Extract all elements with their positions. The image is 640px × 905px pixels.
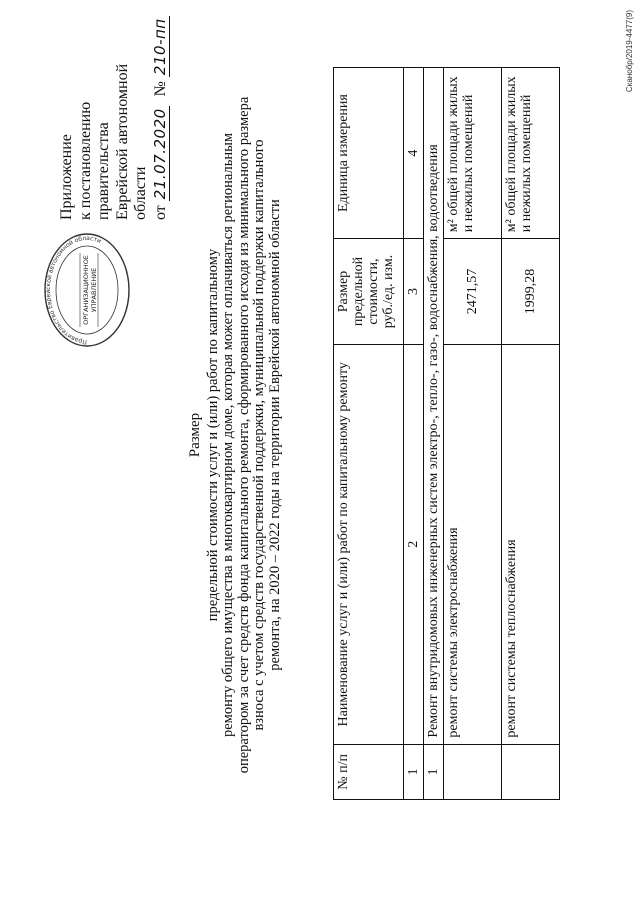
header-num: № п/п — [334, 744, 404, 799]
table-header-row — [334, 68, 404, 800]
appendix-line-5: области — [132, 166, 149, 220]
index-3: 3 — [404, 239, 424, 345]
date-value: 21.07.2020 — [150, 108, 169, 200]
section-num: 1 — [424, 744, 444, 799]
footer-scan-code: Сканобр/2019-4477(9) — [625, 10, 634, 93]
table-row — [502, 68, 560, 800]
row-unit: м² общей площади жилых и нежилых помещений — [444, 68, 502, 239]
section-title: Ремонт внутридомовых инженерных систем электро-, тепло-, газо-, водоснабжения, водоотведения — [424, 68, 444, 745]
row-num — [444, 744, 502, 799]
table-index-row — [404, 68, 424, 800]
title-line-3: оператором за счет средств фонда капитального ремонта, сформированного исходя из минимального размера — [235, 96, 252, 774]
row-name: ремонт системы электроснабжения — [444, 344, 502, 744]
header-value: Размер предельной стоимости, руб./ед. изм. — [334, 239, 404, 345]
row-name: ремонт системы теплоснабжения — [502, 344, 560, 744]
appendix-block — [58, 5, 170, 220]
seal-center-line-2: УПРАВЛЕНИЕ — [90, 267, 98, 313]
seal-ring-text: Правительство Еврейской автономной области — [44, 234, 103, 346]
title-line-2: ремонту общего имущества в многоквартирном доме, которая может оплачиваться региональным — [220, 132, 237, 738]
cost-table — [333, 67, 560, 800]
seal-center-line-1: ОРГАНИЗАЦИОННОЕ — [82, 255, 90, 325]
header-name: Наименование услуг и (или) работ по капитальному ремонту — [334, 344, 404, 744]
number-label: № — [151, 81, 169, 97]
official-seal-stamp — [40, 222, 135, 352]
index-2: 2 — [404, 344, 424, 744]
table-row — [444, 68, 502, 800]
appendix-date-row — [151, 5, 171, 220]
title-line-4: взноса с учетом средств государственной поддержки, муниципальной поддержки капитального — [251, 139, 268, 731]
date-prefix: от — [151, 205, 169, 220]
index-4: 4 — [404, 68, 424, 239]
row-value: 2471,57 — [444, 239, 502, 345]
title-line-5: ремонта, на 2020 – 2022 годы на территории Еврейской автономной области — [266, 199, 283, 671]
row-unit: м² общей площади жилых и нежилых помещений — [502, 68, 560, 239]
appendix-line-3: правительства — [95, 122, 112, 220]
header-unit: Единица измерения — [334, 68, 404, 239]
index-1: 1 — [404, 744, 424, 799]
row-num — [502, 744, 560, 799]
title-heading: Размер — [187, 412, 203, 458]
appendix-line-1: Приложение — [58, 134, 75, 220]
table-section-row — [424, 68, 444, 800]
number-value: 210-пп — [150, 18, 169, 76]
appendix-line-2: к постановлению — [76, 101, 94, 220]
appendix-line-4: Еврейской автономной — [113, 63, 131, 220]
title-line-1: предельной стоимости услуг и (или) работ по капитальному — [204, 248, 221, 622]
row-value: 1999,28 — [502, 239, 560, 345]
document-title — [188, 75, 284, 795]
